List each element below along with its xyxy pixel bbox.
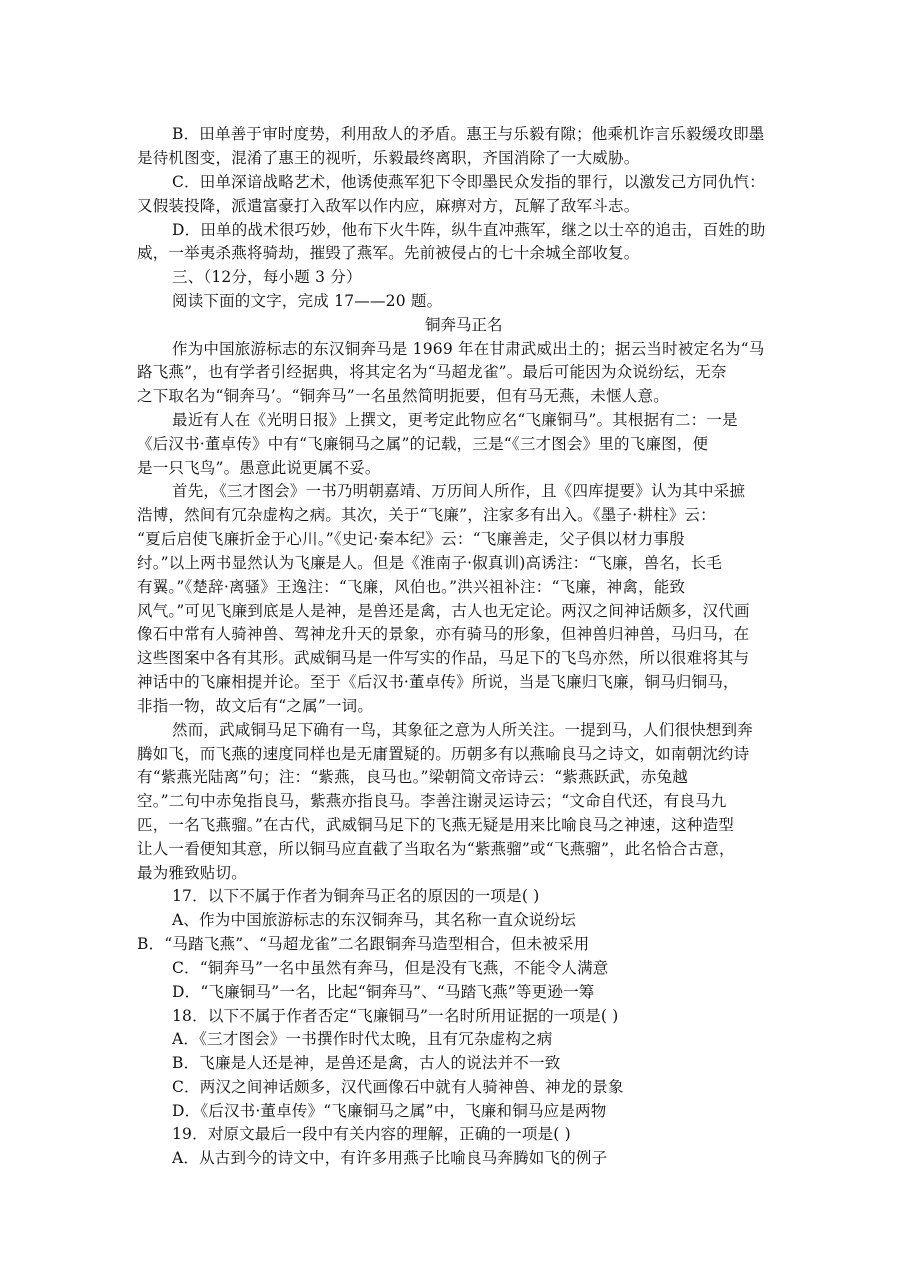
option-c-line-1: C．田单深谙战略艺术，他诱使燕军犯下令即墨民众发指的罪行，以激发己方同仇忾： [172,173,765,191]
q18-stem: 18．以下不属于作者否定“飞廉铜马”一名时所用证据的一项是( ) [172,1007,619,1025]
q17-option-c: C．“铜奔马”一名中虽然有奔马，但是没有飞燕，不能令人满意 [172,959,609,977]
option-b-line-1: B．田单善于审时度势，利用敌人的矛盾。惠王与乐毅有隙；他乘机诈言乐毅缓攻即墨 [172,125,765,143]
p2-line-1: 最近有人在《光明日报》上撰文，更考定此物应名“飞廉铜马”。其根据有二：一是 [172,411,738,429]
q18-option-b: B．飞廉是人还是神，是兽还是禽，古人的说法并不一致 [172,1054,561,1072]
p2-line-2: 《后汉书·董卓传》中有“飞廉铜马之属”的记载，三是“《三才图会》里的飞廉图，便 [137,435,709,453]
p4-line-6: 让人一看便知其意，所以铜马应直截了当取名为“紫燕骝”或“飞燕骝”，此名恰合古意， [137,840,735,858]
p3-line-5: 有翼。”《楚辞·离骚》王逸注：“飞廉，风伯也。”洪兴祖补注：“飞廉，神禽，能致 [137,578,686,596]
p3-line-3: “夏后启使飞廉折金于心川。”《史记·秦本纪》云：“飞廉善走，父子俱以材力事殷 [137,530,685,548]
q18-option-a: A．《三才图会》一书撰作时代太晚，且有冗杂虚构之病 [172,1030,553,1048]
q17-option-a: A、作为中国旅游标志的东汉铜奔马，其名称一直众说纷坛 [172,911,576,929]
option-d-line-1: D．田单的战术很巧妙，他布下火牛阵，纵牛直冲燕军，继之以士卒的追击，百姓的助 [172,221,766,239]
p4-line-7: 最为雅致贴切。 [137,864,247,882]
p1-line-2: 路飞燕”，也有学者引经据典，将其定名为“马超龙雀”。最后可能因为众说纷纭，无奈 [137,363,727,381]
article-title: 铜奔马正名 [425,316,503,334]
p3-line-10: 非指一物，故文后有“之属”一词。 [137,697,374,715]
q17-stem: 17．以下不属于作者为铜奔马正名的原因的一项是( ) [172,887,540,905]
p3-line-1: 首先，《三才图会》一书乃明朝嘉靖、万历间人所作，且《四库提要》认为其中采摭 [172,482,746,500]
p4-line-1: 然而，武咸铜马足下确有一鸟，其象征之意为人所关注。一提到马，人们很快想到奔 [172,721,753,739]
p3-line-9: 神话中的飞廉相提并论。至于《后汉书·董卓传》所说，当是飞廉归飞廉，铜马归铜马， [137,673,739,691]
p2-line-3: 是一只飞鸟”。愚意此说更属不妥。 [137,459,381,477]
reading-instruction: 阅读下面的文字，完成 17——20 题。 [172,292,443,310]
p3-line-4: 纣。”以上两书显然认为飞廉是人。但是《淮南子·俶真训)高诱注：“飞廉，兽名，长毛 [137,554,723,572]
q17-option-b: B．“马踏飞燕”、“马超龙雀”二名跟铜奔马造型相合，但未被采用 [137,935,590,953]
p3-line-2: 浩博，然间有冗杂虚构之病。其次，关于“飞廉”，注家多有出入。《墨子·耕柱》云： [137,506,716,524]
section-heading: 三、（12分，每小题 3 分） [172,268,362,286]
p1-line-3: 之下取名为“铜奔马’。“铜奔马”一名虽然简明扼要，但有马无燕，未惬人意。 [137,387,669,405]
q18-option-d: D．《后汉书·董卓传》“飞廉铜马之属”中，飞廉和铜马应是两物 [172,1102,607,1120]
p3-line-8: 这些图案中各有其形。武威铜马是一件写实的作品，马足下的飞鸟亦然，所以很难将其与 [137,649,750,667]
p4-line-4: 空。”二句中赤兔指良马，紫燕亦指良马。李善注谢灵运诗云；“文命自代还，有良马九 [137,792,727,810]
option-c-line-2: 又假装投降，派遣富豪打入敌军以作内应，麻痹对方，瓦解了敌军斗志。 [137,197,640,215]
p3-line-6: 风气。”可见飞廉到底是人是神，是兽还是禽，古人也无定论。两汉之间神话颇多，汉代画 [137,602,750,620]
q19-option-a: A．从古到今的诗文中，有许多用燕子比喻良马奔腾如飞的例子 [172,1149,608,1167]
p4-line-3: 有“紫燕光陆离”句；注：“紫燕，良马也。”梁朝简文帝诗云：“紫燕跃武，赤兔越 [137,768,688,786]
option-d-line-2: 威，一举夷杀燕将骑劫，摧毁了燕军。先前被侵占的七十余城全部收复。 [137,244,640,262]
q19-stem: 19．对原文最后一段中有关内容的理解，正确的一项是( ) [172,1125,571,1143]
q17-option-d: D．“飞廉铜马”一名，比起“铜奔马”、“马踏飞燕”等更逊一筹 [172,983,595,1001]
p4-line-5: 匹，一名飞燕骝。”在古代，武威铜马足下的飞燕无疑是用来比喻良马之神速，这种造型 [137,816,734,834]
p3-line-7: 像石中常有人骑神兽、驾神龙升天的景象，亦有骑马的形象，但神兽归神兽，马归马，在 [137,625,750,643]
q18-option-c: C．两汉之间神话颇多，汉代画像石中就有人骑神兽、神龙的景象 [172,1078,624,1096]
option-b-line-2: 是待机图变，混淆了惠王的视听，乐毅最终离职，齐国消除了一大威胁。 [137,149,640,167]
p1-line-1: 作为中国旅游标志的东汉铜奔马是 1969 年在甘肃武威出土的；据云当时被定名为“马 [172,340,765,358]
p4-line-2: 腾如飞，而飞燕的速度同样也是无庸置疑的。历朝多有以燕喻良马之诗文，如南朝沈约诗 [137,745,750,763]
